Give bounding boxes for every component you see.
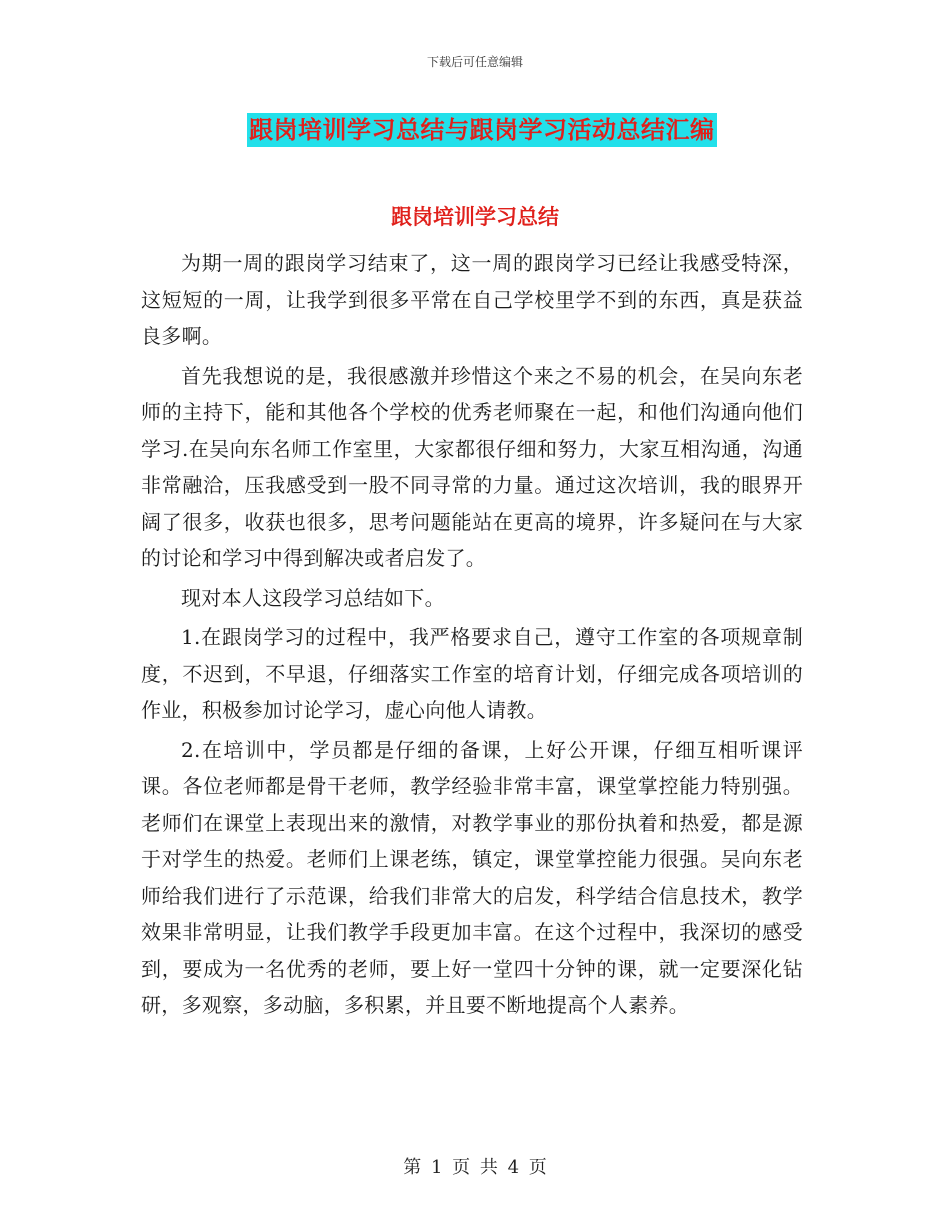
page-number-footer: 第 1 页 共 4 页 — [403, 1157, 547, 1178]
paragraph-point-1: 1.在跟岗学习的过程中，我严格要求自己，遵守工作室的各项规章制度，不迟到，不早退，仔细落实工作室的培育计划，仔细完成各项培训的作业，积极参加讨论学习，虚心向他人请教。 — [141, 625, 803, 722]
document-body — [141, 245, 803, 1024]
paragraph-point-2: 2.在培训中，学员都是仔细的备课，上好公开课，仔细互相听课评课。各位老师都是骨干老师，教学经验非常丰富，课堂掌控能力特别强。老师们在课堂上表现出来的激情，对教学事业的那份执着和热爱，都是源于对学生的热爱。老师们上课老练，镇定，课堂掌控能力很强。吴向东老师给我们进行了示范课，给我们非常大的启发，科学结合信息技术，教学效果非常明显，让我们教学手段更加丰富。在这个过程中，我深切的感受到，要成为一名优秀的老师，要上好一堂四十分钟的课，就一定要深化钻研，多观察，多动脑，多积累，并且要不断地提高个人素养。 — [141, 737, 803, 1017]
document-main-title: 跟岗培训学习总结与跟岗学习活动总结汇编 — [247, 113, 717, 147]
paragraph-intro: 为期一周的跟岗学习结束了，这一周的跟岗学习已经让我感受特深，这短短的一周，让我学到很多平常在自己学校里学不到的东西，真是获益良多啊。 — [141, 251, 803, 348]
paragraph-summary-lead: 现对本人这段学习总结如下。 — [181, 585, 445, 610]
header-note: 下载后可任意编辑 — [426, 55, 523, 69]
paragraph-gratitude: 首先我想说的是，我很感激并珍惜这个来之不易的机会，在吴向东老师的主持下，能和其他各个学校的优秀老师聚在一起，和他们沟通向他们学习.在吴向东名师工作室里，大家都很仔细和努力，大家互相沟通，沟通非常融洽，压我感受到一股不同寻常的力量。通过这次培训，我的眼界开阔了很多，收获也很多，思考问题能站在更高的境界，许多疑问在与大家的讨论和学习中得到解决或者启发了。 — [141, 363, 803, 570]
section-title: 跟岗培训学习总结 — [391, 204, 559, 229]
